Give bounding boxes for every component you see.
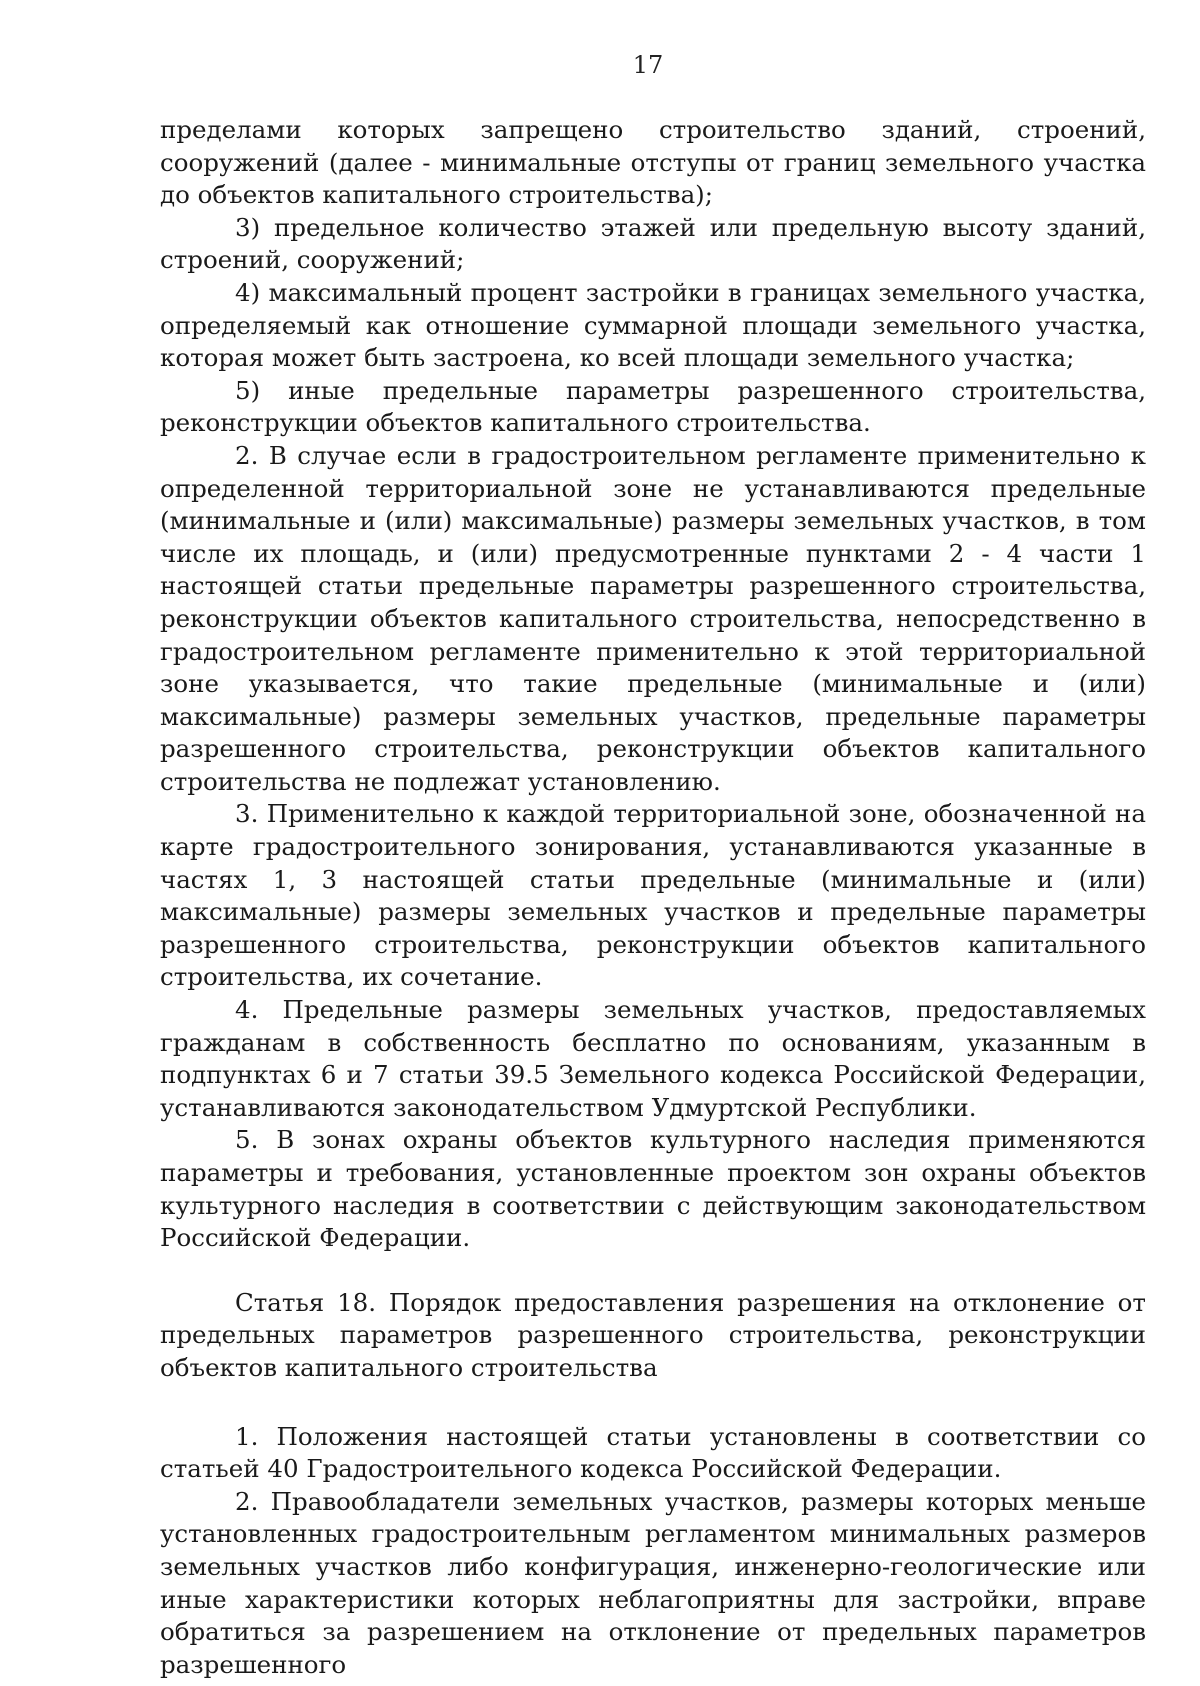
paragraph-part-4: 4. Предельные размеры земельных участков, предоставляемых гражданам в собственность бесплатно по основаниям, указанным в подпунктах 6 и 7 статьи 39.5 Земельного кодекса Российской Федерации, устанавливаются законодательством Удмуртской Республики. (160, 995, 1146, 1122)
paragraph-continuation: пределами которых запрещено строительство зданий, строений, сооружений (далее - минимальные отступы от границ земельного участка до объектов капитального строительства); (160, 115, 1146, 210)
article-heading: Статья 18. Порядок предоставления разрешения на отклонение от предельных параметров разрешенного строительства, реконструкции объектов капитального строительства (160, 1287, 1146, 1382)
paragraph-item-4: 4) максимальный процент застройки в границах земельного участка, определяемый как отношение суммарной площади земельного участка, которая может быть застроена, ко всей площади земельного участка; (160, 277, 1146, 373)
page-number: 17 (632, 51, 664, 79)
paragraph-part-2: 2. В случае если в градостроительном регламенте применительно к определенной территориальной зоне не устанавливаются предельные (минимальные и (или) максимальные) размеры земельных участков, в том числе их площадь, и (или) предусмотренные пунктами 2 - 4 части 1 настоящей статьи предельные параметры разрешенного строительства, реконструкции объектов капитального строительства, непосредственно в градостроительном регламенте применительно к этой территориальной зоне указывается, что такие предельные (минимальные и (или) максимальные) размеры земельных участков, предельные параметры разрешенного строительства, реконструкции объектов капитального строительства не подлежат установлению. (160, 440, 1146, 796)
spacer (160, 1385, 1146, 1421)
article-paragraph-2: 2. Правообладатели земельных участков, размеры которых меньше установленных градостроительным регламентом минимальных размеров земельных участков либо конфигурация, инженерно-геологические или иные характеристики которых неблагоприятны для застройки, вправе обратиться за разрешением на отклонение от предельных параметров разрешенного (160, 1486, 1146, 1679)
paragraph-part-5: 5. В зонах охраны объектов культурного наследия применяются параметры и требования, установленные проектом зон охраны объектов культурного наследия в соответствии с действующим законодательством Российской Федерации. (160, 1125, 1146, 1253)
document-body (160, 114, 1146, 1681)
article-paragraph-1: 1. Положения настоящей статьи установлены в соответствии со статьей 40 Градостроительного кодекса Российской Федерации. (160, 1421, 1146, 1484)
paragraph-item-5: 5) иные предельные параметры разрешенного строительства, реконструкции объектов капитального строительства. (160, 375, 1146, 438)
paragraph-item-3: 3) предельное количество этажей или предельную высоту зданий, строений, сооружений; (160, 212, 1146, 275)
paragraph-part-3: 3. Применительно к каждой территориальной зоне, обозначенной на карте градостроительного зонирования, устанавливаются указанные в частях 1, 3 настоящей статьи предельные (минимальные и (или) максимальные) размеры земельных участков и предельные параметры разрешенного строительства, реконструкции объектов капитального строительства, их сочетание. (160, 799, 1146, 992)
